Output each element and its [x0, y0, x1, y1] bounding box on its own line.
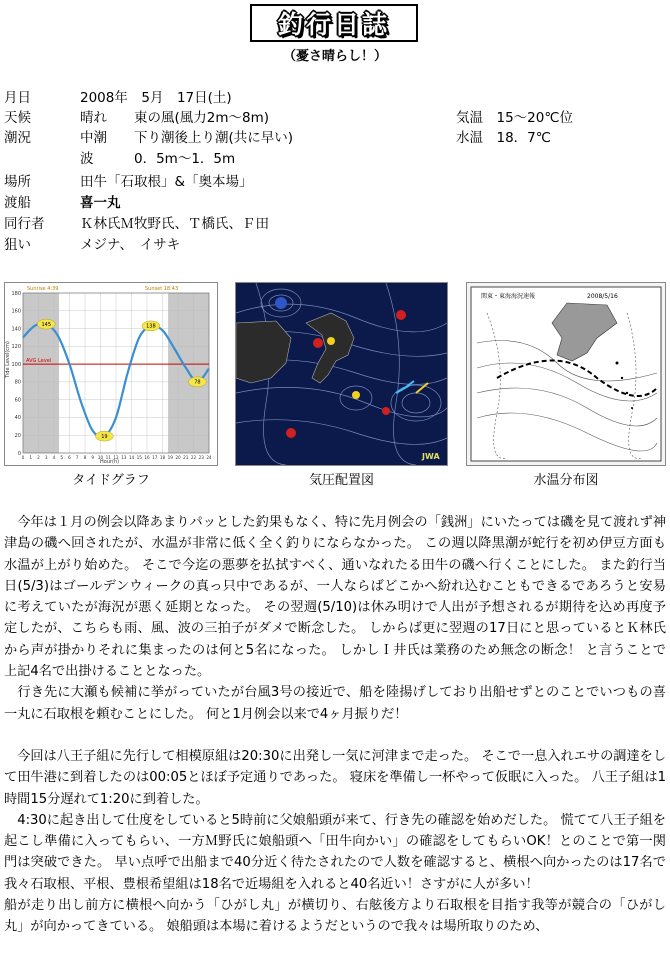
tide-caption: タイドグラフ [72, 473, 150, 488]
low-pressure-marker [396, 310, 406, 320]
info-row-place [4, 172, 664, 192]
island [616, 362, 619, 365]
pressure-watermark: JWA [422, 452, 440, 461]
y-axis-label: Tide Level(cm) [5, 341, 11, 378]
avg-level-label: AVG Level [26, 358, 52, 365]
paragraph-spacer [4, 725, 666, 746]
air-temp: 気温 15〜20℃位 [456, 110, 574, 126]
x-tick-label: 11 [105, 455, 111, 460]
wave-value: 波 0．5m〜1．5m [80, 151, 236, 167]
paragraph-5: 船が走り出し前方に横根へ向かう「ひがし丸」が横切り、右舷後方より石取根を目指す我等が競合の「ひがし丸」が向かってきている。 娘船頭は本場に着けるようだというので我々は場所取りのため、 [4, 898, 666, 935]
watertemp-date: 2008/5/16 [587, 293, 618, 300]
x-tick-label: 15 [136, 455, 142, 460]
page-subtitle: （憂さ晴らし！） [282, 49, 387, 64]
island [626, 392, 628, 394]
water-temp: 水温 18．7℃ [456, 130, 551, 146]
watertemp-caption: 水温分布図 [533, 473, 599, 488]
y-tick-label: 60 [14, 397, 21, 404]
island [621, 377, 623, 379]
x-tick-label: 0 [21, 455, 25, 460]
x-tick-label: 5 [60, 455, 64, 460]
boat-value: 喜一丸 [80, 195, 121, 211]
tide-extreme-label: 145 [41, 321, 52, 328]
y-tick-label: 180 [11, 290, 21, 297]
x-tick-label: 20 [175, 455, 181, 460]
y-tick-label: 100 [11, 361, 21, 368]
front-marker [327, 337, 335, 345]
low-pressure-marker [286, 428, 296, 438]
weather-value: 晴れ 東の風(風力2m〜8m) [80, 110, 270, 126]
x-tick-label: 1 [29, 455, 33, 460]
x-tick-label: 16 [144, 455, 150, 460]
target-label: 狙い [4, 237, 31, 253]
title-box [250, 4, 418, 42]
low-pressure-marker [382, 407, 390, 415]
tide-extreme-label: 19 [101, 433, 108, 440]
y-tick-label: 120 [11, 344, 21, 351]
pressure-map-svg [236, 283, 447, 465]
tide-extreme-label: 78 [194, 379, 201, 386]
night-shade [23, 293, 59, 453]
info-row-tide [4, 128, 664, 148]
info-row-weather [4, 108, 664, 128]
info-row-boat [4, 193, 664, 213]
y-tick-label: 160 [11, 308, 21, 315]
weather-label: 天候 [4, 110, 31, 126]
x-tick-label: 24 [206, 455, 212, 460]
companions-value: Ｋ林氏Ｍ牧野氏、Ｔ橋氏、Ｆ田 [80, 216, 269, 232]
tide-graph [4, 282, 218, 466]
paragraph-3: 今回は八王子組に先行して相模原組は20:30に出発し一気に河津まで走った。 そこで一息入れエサの調達をして田牛港に到着したのは00:05とほぼ予定通りであった。 寝床を準備し一杯やって仮眠に入った。 八王子組は1時間15分遅れて1:20に到着した。 [4, 748, 667, 807]
y-tick-label: 20 [14, 433, 21, 440]
x-tick-label: 12 [113, 455, 119, 460]
x-tick-label: 23 [198, 455, 204, 460]
watertemp-heading: 関東・東海海況速報 [481, 293, 536, 300]
pressure-map [235, 282, 448, 466]
info-row-companions [4, 214, 664, 234]
x-tick-label: 8 [83, 455, 87, 460]
y-tick-label: 0 [17, 450, 21, 457]
paragraph-2: 行き先に大瀬も候補に挙がっていたが台風3号の接近で、船を陸揚げしており出船せずとのことでいつもの喜一丸に石取根を頼むことにした。 何と1月例会以来で4ヶ月振りだ！ [4, 685, 666, 722]
sunrise-label: Sunrise 4:39 [27, 286, 59, 292]
x-tick-label: 14 [128, 455, 135, 460]
tide-label: 潮況 [4, 130, 31, 146]
x-tick-label: 17 [152, 455, 158, 460]
x-tick-label: 7 [75, 455, 79, 460]
water-temp-map-svg [467, 283, 665, 465]
info-row-target [4, 235, 664, 255]
x-tick-label: 10 [97, 455, 104, 460]
pressure-caption: 気圧配置図 [308, 473, 374, 488]
paragraph-4: 4:30に起き出して仕度をしていると5時前に父娘船頭が来て、行き先の確認を始めだした。 慌てて八王子組を起こし準備に入ってもらい、一方Ｍ野氏に娘船頭へ「田牛向かい」の確認をしてもらいOK！とのことで第一関門は突破できた。 早い点呼で出船まで40分近く待たされたので人数を確認すると、横根へ向かったのは17名で我々石取根、平根、豊根希望組は18名で近場組を入れると40名近い！さすがに人が多い！ [4, 812, 666, 892]
y-tick-label: 80 [14, 379, 21, 386]
date-value: 2008年 5月 17日(土) [80, 90, 232, 106]
x-tick-label: 2 [37, 455, 40, 460]
x-tick-label: 9 [91, 455, 95, 460]
low-pressure-marker [313, 338, 323, 348]
x-tick-label: 6 [68, 455, 71, 460]
x-axis-label: Hour(h) [100, 459, 120, 465]
x-tick-label: 4 [52, 455, 56, 460]
tide-value: 中潮 下り潮後上り潮(共に早い) [80, 130, 294, 146]
paragraph-1: 今年は１月の例会以降あまりパッとした釣果もなく、特に先月例会の「銭洲」にいたっては磯を見て渡れず神津島の磯へ回されたが、水温が非常に低く全く釣りにならなかった。 この週以降黒潮が蛇行を初め伊豆方面も水温が上がり始めた。 そこで今迄の悪夢を払拭すべく、通いなれたる田牛の磯へ行くことにした。 また釣行当日(5/3)はゴールデンウィークの真っ只中であるが、一人ならばどこかへ紛れ込むこともできるであろうと安易に考えていたが海況が悪く延期となった。 その翌週(5/10)は休み明けで人出が予想されるが期待を込め再度予定したが、こちらも雨、風、波の三拍子がダメで断念した。 しからば更に翌週の17日にと思っているとＫ林氏から声が掛かりそれに集まったのは何と5名になった。 しかしＩ井氏は業務のため無念の断念！ と言うことで上記4名で出掛けることとなった。 [4, 515, 666, 680]
info-row-wave [4, 149, 664, 169]
y-tick-label: 140 [11, 326, 21, 333]
x-tick-label: 3 [44, 455, 48, 460]
x-tick-label: 13 [121, 455, 127, 460]
water-temp-map [466, 282, 666, 466]
tide-graph-svg [5, 283, 217, 465]
x-tick-label: 19 [167, 455, 173, 460]
island [631, 407, 633, 409]
front-marker [352, 391, 360, 399]
x-tick-label: 21 [183, 455, 189, 460]
boat-label: 渡船 [4, 195, 31, 211]
place-label: 場所 [4, 174, 31, 190]
info-row-date [4, 88, 664, 108]
sunset-label: Sunset 18:43 [145, 286, 179, 292]
target-value: メジナ、 イサキ [80, 237, 181, 253]
y-tick-label: 40 [14, 415, 21, 422]
place-value: 田牛「石取根」&「奥本場」 [80, 174, 253, 190]
x-tick-label: 18 [159, 455, 166, 460]
date-label: 月日 [4, 90, 31, 106]
high-pressure-marker [275, 297, 287, 309]
page-title: 釣行日誌 [277, 10, 390, 39]
tide-extreme-label: 138 [146, 323, 156, 330]
article-body [4, 512, 666, 938]
companions-label: 同行者 [4, 216, 45, 232]
x-tick-label: 22 [190, 455, 197, 460]
